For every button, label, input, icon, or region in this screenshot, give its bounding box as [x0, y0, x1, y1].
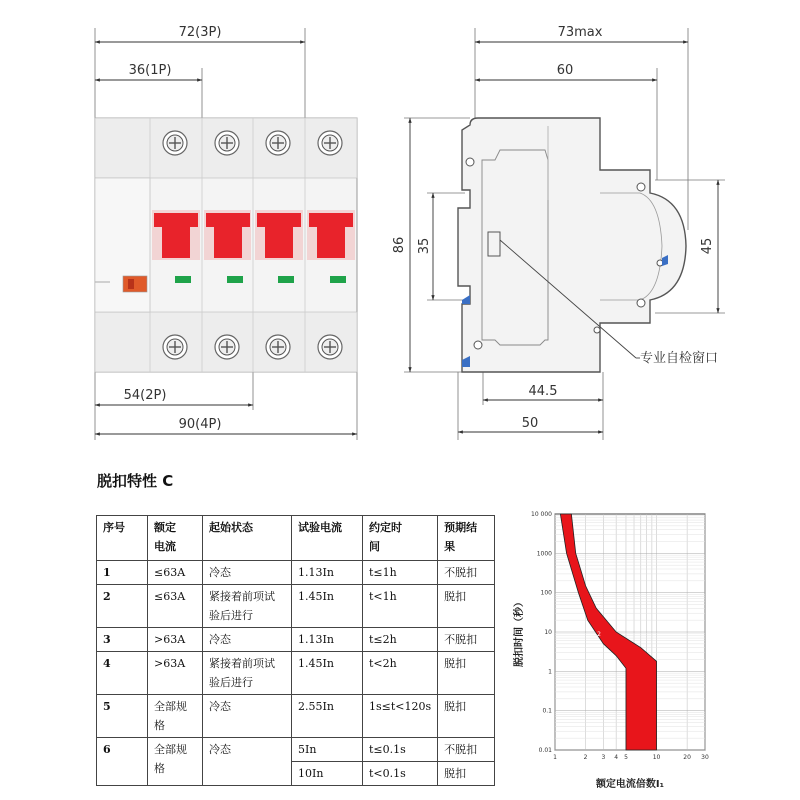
dim-depth-60: 60 [556, 63, 574, 78]
table-row [97, 628, 495, 652]
front-view [95, 25, 357, 440]
status-indicator [175, 276, 191, 283]
header-conventional-time: 约定时 间 [363, 516, 438, 561]
table-row [97, 561, 495, 585]
cell-result: 不脱扣 [438, 561, 495, 585]
cell-no: 3 [97, 628, 148, 652]
cell-test: 1.45In [292, 652, 363, 695]
side-view [392, 25, 725, 440]
toggle-handle [204, 210, 251, 260]
cell-time: t≤0.1s [363, 738, 438, 762]
dim-depth-73max: 73max [557, 25, 603, 40]
cell-test: 10In [292, 762, 363, 786]
test-button [123, 276, 147, 292]
y-tick-label: 0.01 [538, 747, 552, 754]
cell-test: 1.45In [292, 585, 363, 628]
cell-time: t<2h [363, 652, 438, 695]
table-header-row [97, 516, 495, 561]
status-indicator [330, 276, 346, 283]
cell-result: 脱扣 [438, 695, 495, 738]
cell-time: t≤1h [363, 561, 438, 585]
x-tick-label: 1 [553, 754, 557, 761]
cell-state: 紧接着前项试验后进行 [203, 652, 292, 695]
dim-depth-44-5: 44.5 [528, 384, 558, 399]
cell-time: t<1h [363, 585, 438, 628]
dim-front-45: 45 [700, 237, 715, 255]
y-tick-label: 1000 [536, 550, 552, 558]
y-tick-label: 100 [540, 589, 552, 597]
terminal-screw-icon [318, 335, 342, 359]
x-axis-label: 额定电流倍数I₁ [595, 779, 665, 790]
x-tick-label: 20 [683, 754, 691, 761]
cell-time: t<0.1s [363, 762, 438, 786]
cell-state: 冷态 [203, 738, 292, 786]
cell-current: >63A [148, 652, 203, 695]
dim-width-1p: 36(1P) [128, 63, 172, 78]
dim-width-3p: 72(3P) [178, 25, 222, 40]
cell-state: 冷态 [203, 695, 292, 738]
cell-current: 全部规格 [148, 695, 203, 738]
status-indicator [227, 276, 243, 283]
cell-result: 脱扣 [438, 762, 495, 786]
dim-width-4p: 90(4P) [178, 417, 222, 432]
dim-rail-35: 35 [417, 237, 432, 255]
header-initial-state: 起始状态 [203, 516, 292, 561]
cell-state: 冷态 [203, 561, 292, 585]
toggle-handle [307, 210, 355, 260]
x-tick-label: 30 [701, 754, 709, 761]
terminal-screw-icon [215, 335, 239, 359]
cell-state: 紧接着前项试验后进行 [203, 585, 292, 628]
y-tick-label: 1 [548, 668, 552, 676]
x-tick-label: 2 [583, 754, 588, 761]
cell-no: 4 [97, 652, 148, 695]
dim-height-86: 86 [392, 236, 407, 254]
header-expected-result: 预期结 果 [438, 516, 495, 561]
cell-result: 不脱扣 [438, 738, 495, 762]
cell-current: >63A [148, 628, 203, 652]
toggle-handle [152, 210, 200, 260]
terminal-screw-icon [163, 131, 187, 155]
cell-no: 5 [97, 695, 148, 738]
cell-test: 5In [292, 738, 363, 762]
cell-test: 2.55In [292, 695, 363, 738]
cell-result: 不脱扣 [438, 628, 495, 652]
terminal-screw-icon [215, 131, 239, 155]
dim-depth-50: 50 [521, 416, 539, 431]
header-test-current: 试验电流 [292, 516, 363, 561]
toggle-handle [255, 210, 303, 260]
cell-current: 全部规格 [148, 738, 203, 786]
tripping-curve-chart [510, 500, 715, 795]
table-row [97, 738, 495, 762]
table-row [97, 585, 495, 628]
cell-result: 脱扣 [438, 652, 495, 695]
y-axis-label: 脱扣时间（秒） [514, 597, 525, 667]
band-label: 2 [597, 630, 601, 638]
section-title: 脱扣特性 C [97, 472, 174, 490]
x-tick-label: 4 [614, 754, 619, 761]
side-profile-outline [458, 118, 686, 372]
terminal-screw-icon [266, 131, 290, 155]
cell-no: 6 [97, 738, 148, 786]
cell-test: 1.13In [292, 628, 363, 652]
y-tick-label: 10 [544, 629, 552, 636]
cell-time: 1s≤t<120s [363, 695, 438, 738]
cell-time: t≤2h [363, 628, 438, 652]
cell-no: 2 [97, 585, 148, 628]
terminal-screw-icon [318, 131, 342, 155]
cell-current: ≤63A [148, 561, 203, 585]
table-row [97, 695, 495, 738]
y-tick-label: 0.1 [542, 707, 552, 715]
tripping-characteristics-table [96, 515, 495, 786]
cell-result: 脱扣 [438, 585, 495, 628]
cell-state: 冷态 [203, 628, 292, 652]
table-row [97, 652, 495, 695]
x-ticks [553, 754, 709, 761]
dim-width-2p: 54(2P) [123, 388, 167, 403]
cell-test: 1.13In [292, 561, 363, 585]
x-tick-label: 5 [624, 754, 628, 761]
x-tick-label: 3 [601, 754, 606, 761]
header-no: 序号 [97, 516, 148, 561]
self-check-window-callout: 专业自检窗口 [640, 351, 719, 366]
terminal-screw-icon [163, 335, 187, 359]
cell-no: 1 [97, 561, 148, 585]
x-tick-label: 10 [652, 754, 661, 761]
terminal-screw-icon [266, 335, 290, 359]
y-tick-label: 10 000 [531, 511, 552, 518]
cell-current: ≤63A [148, 585, 203, 628]
status-indicator [278, 276, 294, 283]
header-rated-current: 额定 电流 [148, 516, 203, 561]
y-ticks [531, 511, 552, 754]
